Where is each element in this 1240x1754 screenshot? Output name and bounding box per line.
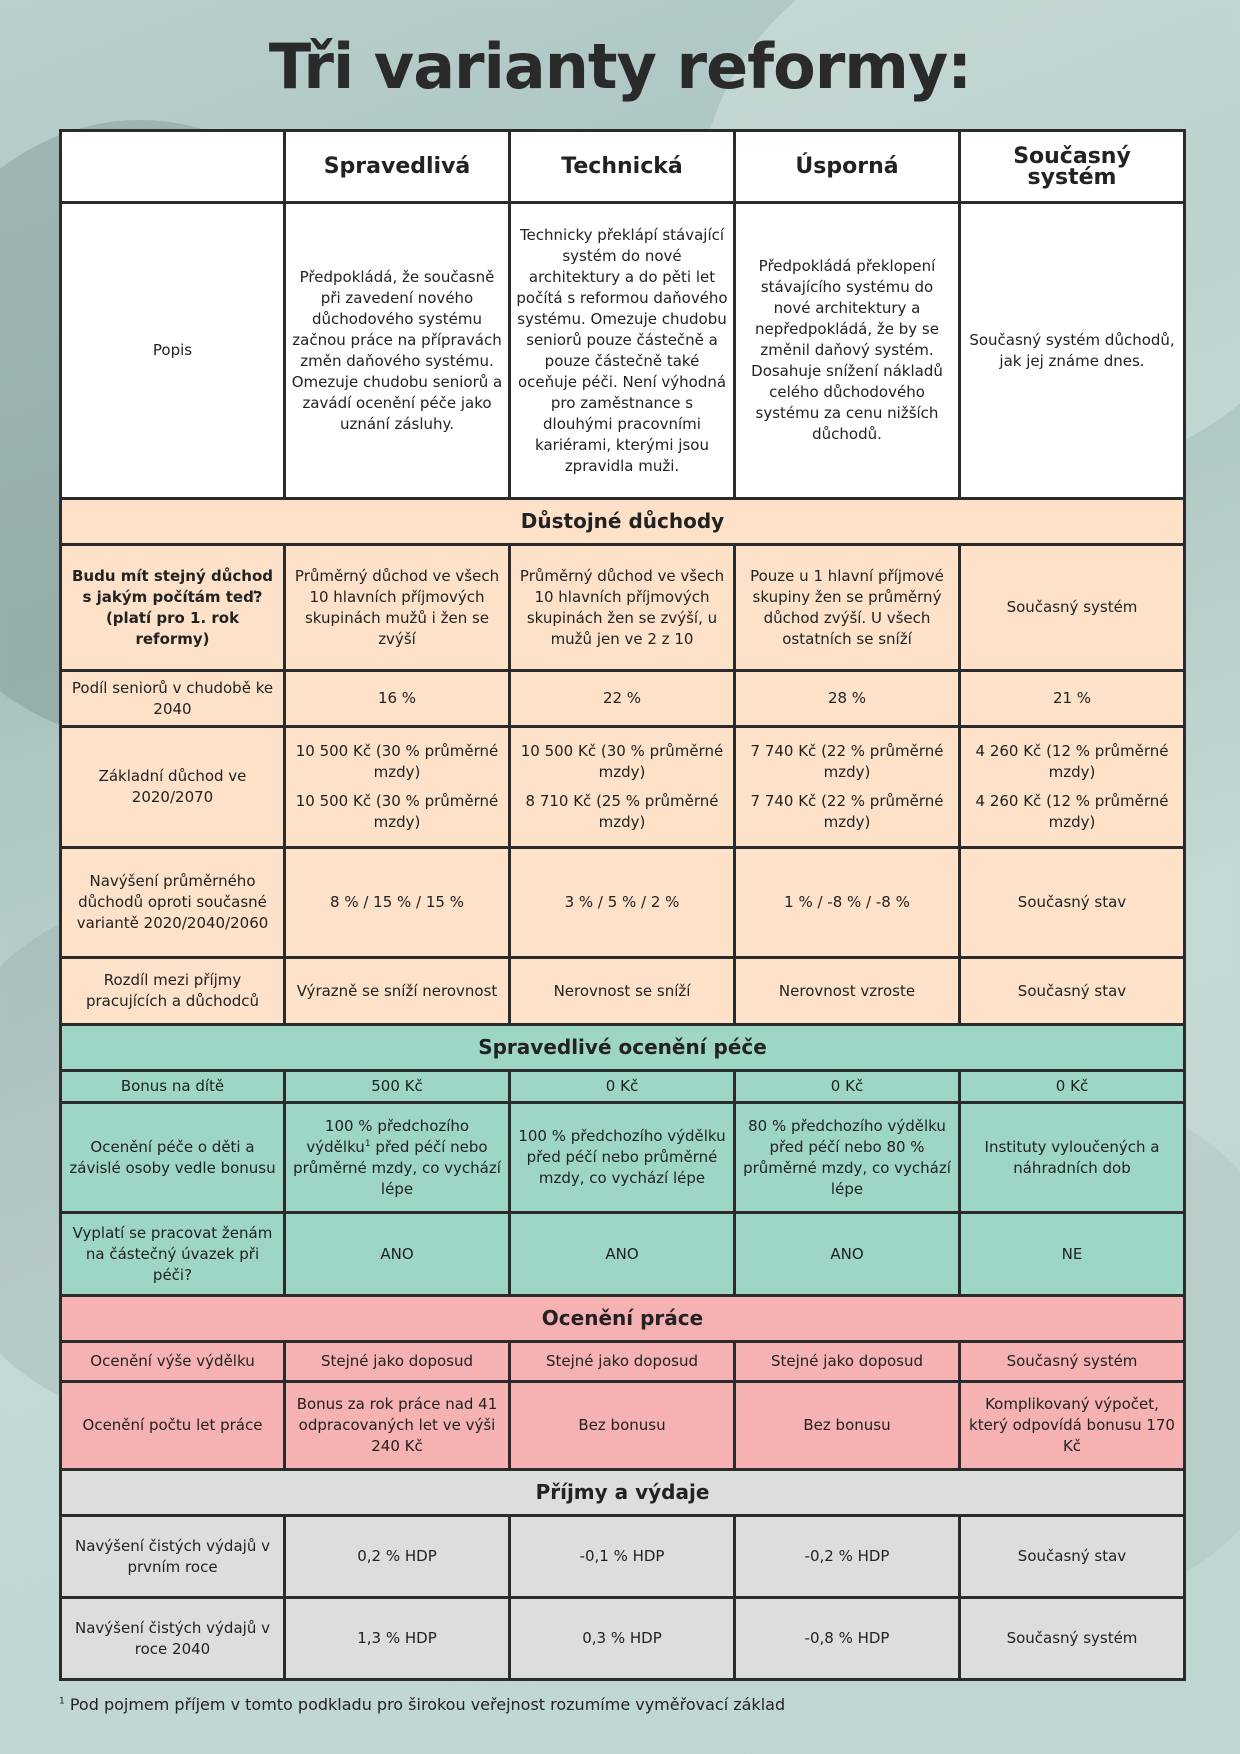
table-cell: 0 Kč [735,1071,960,1103]
value-2070: 7 740 Kč (22 % průměrné mzdy) [750,792,944,831]
table-cell: Nerovnost vzroste [735,958,960,1025]
table-cell: Stejné jako doposud [285,1342,510,1382]
table-cell: Nerovnost se sníží [510,958,735,1025]
table-cell: Průměrný důchod ve všech 10 hlavních příjmových skupinách mužů i žen se zvýší [285,545,510,671]
table-cell: 0,2 % HDP [285,1516,510,1598]
row-label: Budu mít stejný důchod s jakým počítám teď? (platí pro 1. rok reformy) [61,545,285,671]
table-cell: Technicky překlápí stávající systém do nové architektury a do pěti let počítá s reformou daňového systému. Omezuje chudobu seniorů pouze částečně a pouze částečně také oceňuje péči. Není výhodná pro zaměstnance s dlouhými pracovními kariérami, kterými jsou zpravidla muži. [510,203,735,499]
section-header-row [61,499,1185,545]
value-2020: 7 740 Kč (22 % průměrné mzdy) [750,742,944,781]
table-row [61,545,1185,671]
table-cell: Bonus za rok práce nad 41 odpracovaných let ve výši 240 Kč [285,1382,510,1470]
row-label: Bonus na dítě [61,1071,285,1103]
table-cell: 8 % / 15 % / 15 % [285,848,510,958]
empty-corner-cell [61,131,285,203]
table-cell: 1 % / -8 % / -8 % [735,848,960,958]
table-cell: ANO [735,1213,960,1296]
table-cell [735,727,960,848]
table-cell: -0,2 % HDP [735,1516,960,1598]
table-row [61,1103,1185,1213]
table-cell: ANO [510,1213,735,1296]
row-label: Navýšení čistých výdajů v prvním roce [61,1516,285,1598]
section-header-row [61,1025,1185,1071]
column-header: Úsporná [735,131,960,203]
value-2070: 8 710 Kč (25 % průměrné mzdy) [525,792,719,831]
table-cell: Stejné jako doposud [735,1342,960,1382]
table-cell: 28 % [735,671,960,727]
table-cell: 0,3 % HDP [510,1598,735,1680]
row-label: Ocenění péče o děti a závislé osoby vedle bonusu [61,1103,285,1213]
row-label: Popis [61,203,285,499]
table-cell: Instituty vyloučených a náhradních dob [960,1103,1185,1213]
column-header: Současný systém [960,131,1185,203]
section-title: Ocenění práce [61,1296,1185,1342]
value-2020: 10 500 Kč (30 % průměrné mzdy) [520,742,724,781]
row-label: Základní důchod ve 2020/2070 [61,727,285,848]
value-2070: 4 260 Kč (12 % průměrné mzdy) [975,792,1169,831]
table-cell: -0,1 % HDP [510,1516,735,1598]
table-cell: 1,3 % HDP [285,1598,510,1680]
table-cell [510,727,735,848]
table-cell: 22 % [510,671,735,727]
value-2020: 10 500 Kč (30 % průměrné mzdy) [295,742,499,781]
table-header-row [61,131,1185,203]
table-cell: Současný stav [960,958,1185,1025]
table-cell: ANO [285,1213,510,1296]
table-cell: Pouze u 1 hlavní příjmové skupiny žen se průměrný důchod zvýší. U všech ostatních se sníží [735,545,960,671]
table-cell: 0 Kč [960,1071,1185,1103]
table-cell: -0,8 % HDP [735,1598,960,1680]
table-cell: 3 % / 5 % / 2 % [510,848,735,958]
table-cell: Předpokládá, že současně při zavedení nového důchodového systému začnou práce na přípravách změn daňového systému. Omezuje chudobu seniorů a zavádí ocenění péče jako uznání zásluhy. [285,203,510,499]
section-header-row [61,1296,1185,1342]
table-cell: Komplikovaný výpočet, který odpovídá bonusu 170 Kč [960,1382,1185,1470]
row-label: Ocenění výše výdělku [61,1342,285,1382]
value-2070: 10 500 Kč (30 % průměrné mzdy) [295,792,499,831]
table-cell: 100 % předchozího výdělku před péčí nebo průměrné mzdy, co vychází lépe [510,1103,735,1213]
table-row [61,1213,1185,1296]
table-row [61,1342,1185,1382]
row-label: Ocenění počtu let práce [61,1382,285,1470]
table-row [61,848,1185,958]
table-cell: Bez bonusu [510,1382,735,1470]
table-cell: 21 % [960,671,1185,727]
table-cell: 500 Kč [285,1071,510,1103]
table-cell: Průměrný důchod ve všech 10 hlavních příjmových skupinách žen se zvýší, u mužů jen ve 2 z 10 [510,545,735,671]
footnote [59,1695,785,1714]
table-cell: 80 % předchozího výdělku před péčí nebo 80 % průměrné mzdy, co vychází lépe [735,1103,960,1213]
row-label: Podíl seniorů v chudobě ke 2040 [61,671,285,727]
row-label: Rozdíl mezi příjmy pracujících a důchodců [61,958,285,1025]
table-cell: Současný stav [960,848,1185,958]
footnote-text: Pod pojmem příjem v tomto podkladu pro širokou veřejnost rozumíme vyměřovací základ [69,1695,786,1714]
table-cell: NE [960,1213,1185,1296]
table-cell: Současný systém [960,1598,1185,1680]
table-cell: Současný stav [960,1516,1185,1598]
page-title: Tři varianty reformy: [268,30,972,103]
row-label: Vyplatí se pracovat ženám na částečný úvazek při péči? [61,1213,285,1296]
table-cell: Stejné jako doposud [510,1342,735,1382]
table-row [61,1382,1185,1470]
footnote-marker: 1 [364,1138,371,1149]
table-cell: Předpokládá překlopení stávajícího systému do nové architektury a nepředpokládá, že by se změnil daňový systém. Dosahuje snížení nákladů celého důchodového systému za cenu nižších důchodů. [735,203,960,499]
footnote-marker: 1 [59,1696,65,1707]
section-header-row [61,1470,1185,1516]
table-cell: Výrazně se sníží nerovnost [285,958,510,1025]
table-row [61,203,1185,499]
table-cell: Současný systém důchodů, jak jej známe dnes. [960,203,1185,499]
column-header: Spravedlivá [285,131,510,203]
section-title: Příjmy a výdaje [61,1470,1185,1516]
table-row [61,1516,1185,1598]
table-row [61,727,1185,848]
table-cell [285,727,510,848]
table-row [61,958,1185,1025]
reform-comparison-table [59,129,1186,1681]
row-label: Navýšení průměrného důchodů oproti současné variantě 2020/2040/2060 [61,848,285,958]
section-title: Důstojné důchody [61,499,1185,545]
row-label: Navýšení čistých výdajů v roce 2040 [61,1598,285,1680]
table-cell: Současný systém [960,1342,1185,1382]
table-cell: 100 % předchozího výdělku$^1$ před péčí nebo průměrné mzdy, co vychází lépe [285,1103,510,1213]
table-cell: 0 Kč [510,1071,735,1103]
column-header: Technická [510,131,735,203]
table-row [61,1071,1185,1103]
table-cell: Bez bonusu [735,1382,960,1470]
table-cell: 16 % [285,671,510,727]
section-title: Spravedlivé ocenění péče [61,1025,1185,1071]
value-2020: 4 260 Kč (12 % průměrné mzdy) [975,742,1169,781]
table-cell [960,727,1185,848]
table-cell: Současný systém [960,545,1185,671]
table-row [61,1598,1185,1680]
table-row [61,671,1185,727]
